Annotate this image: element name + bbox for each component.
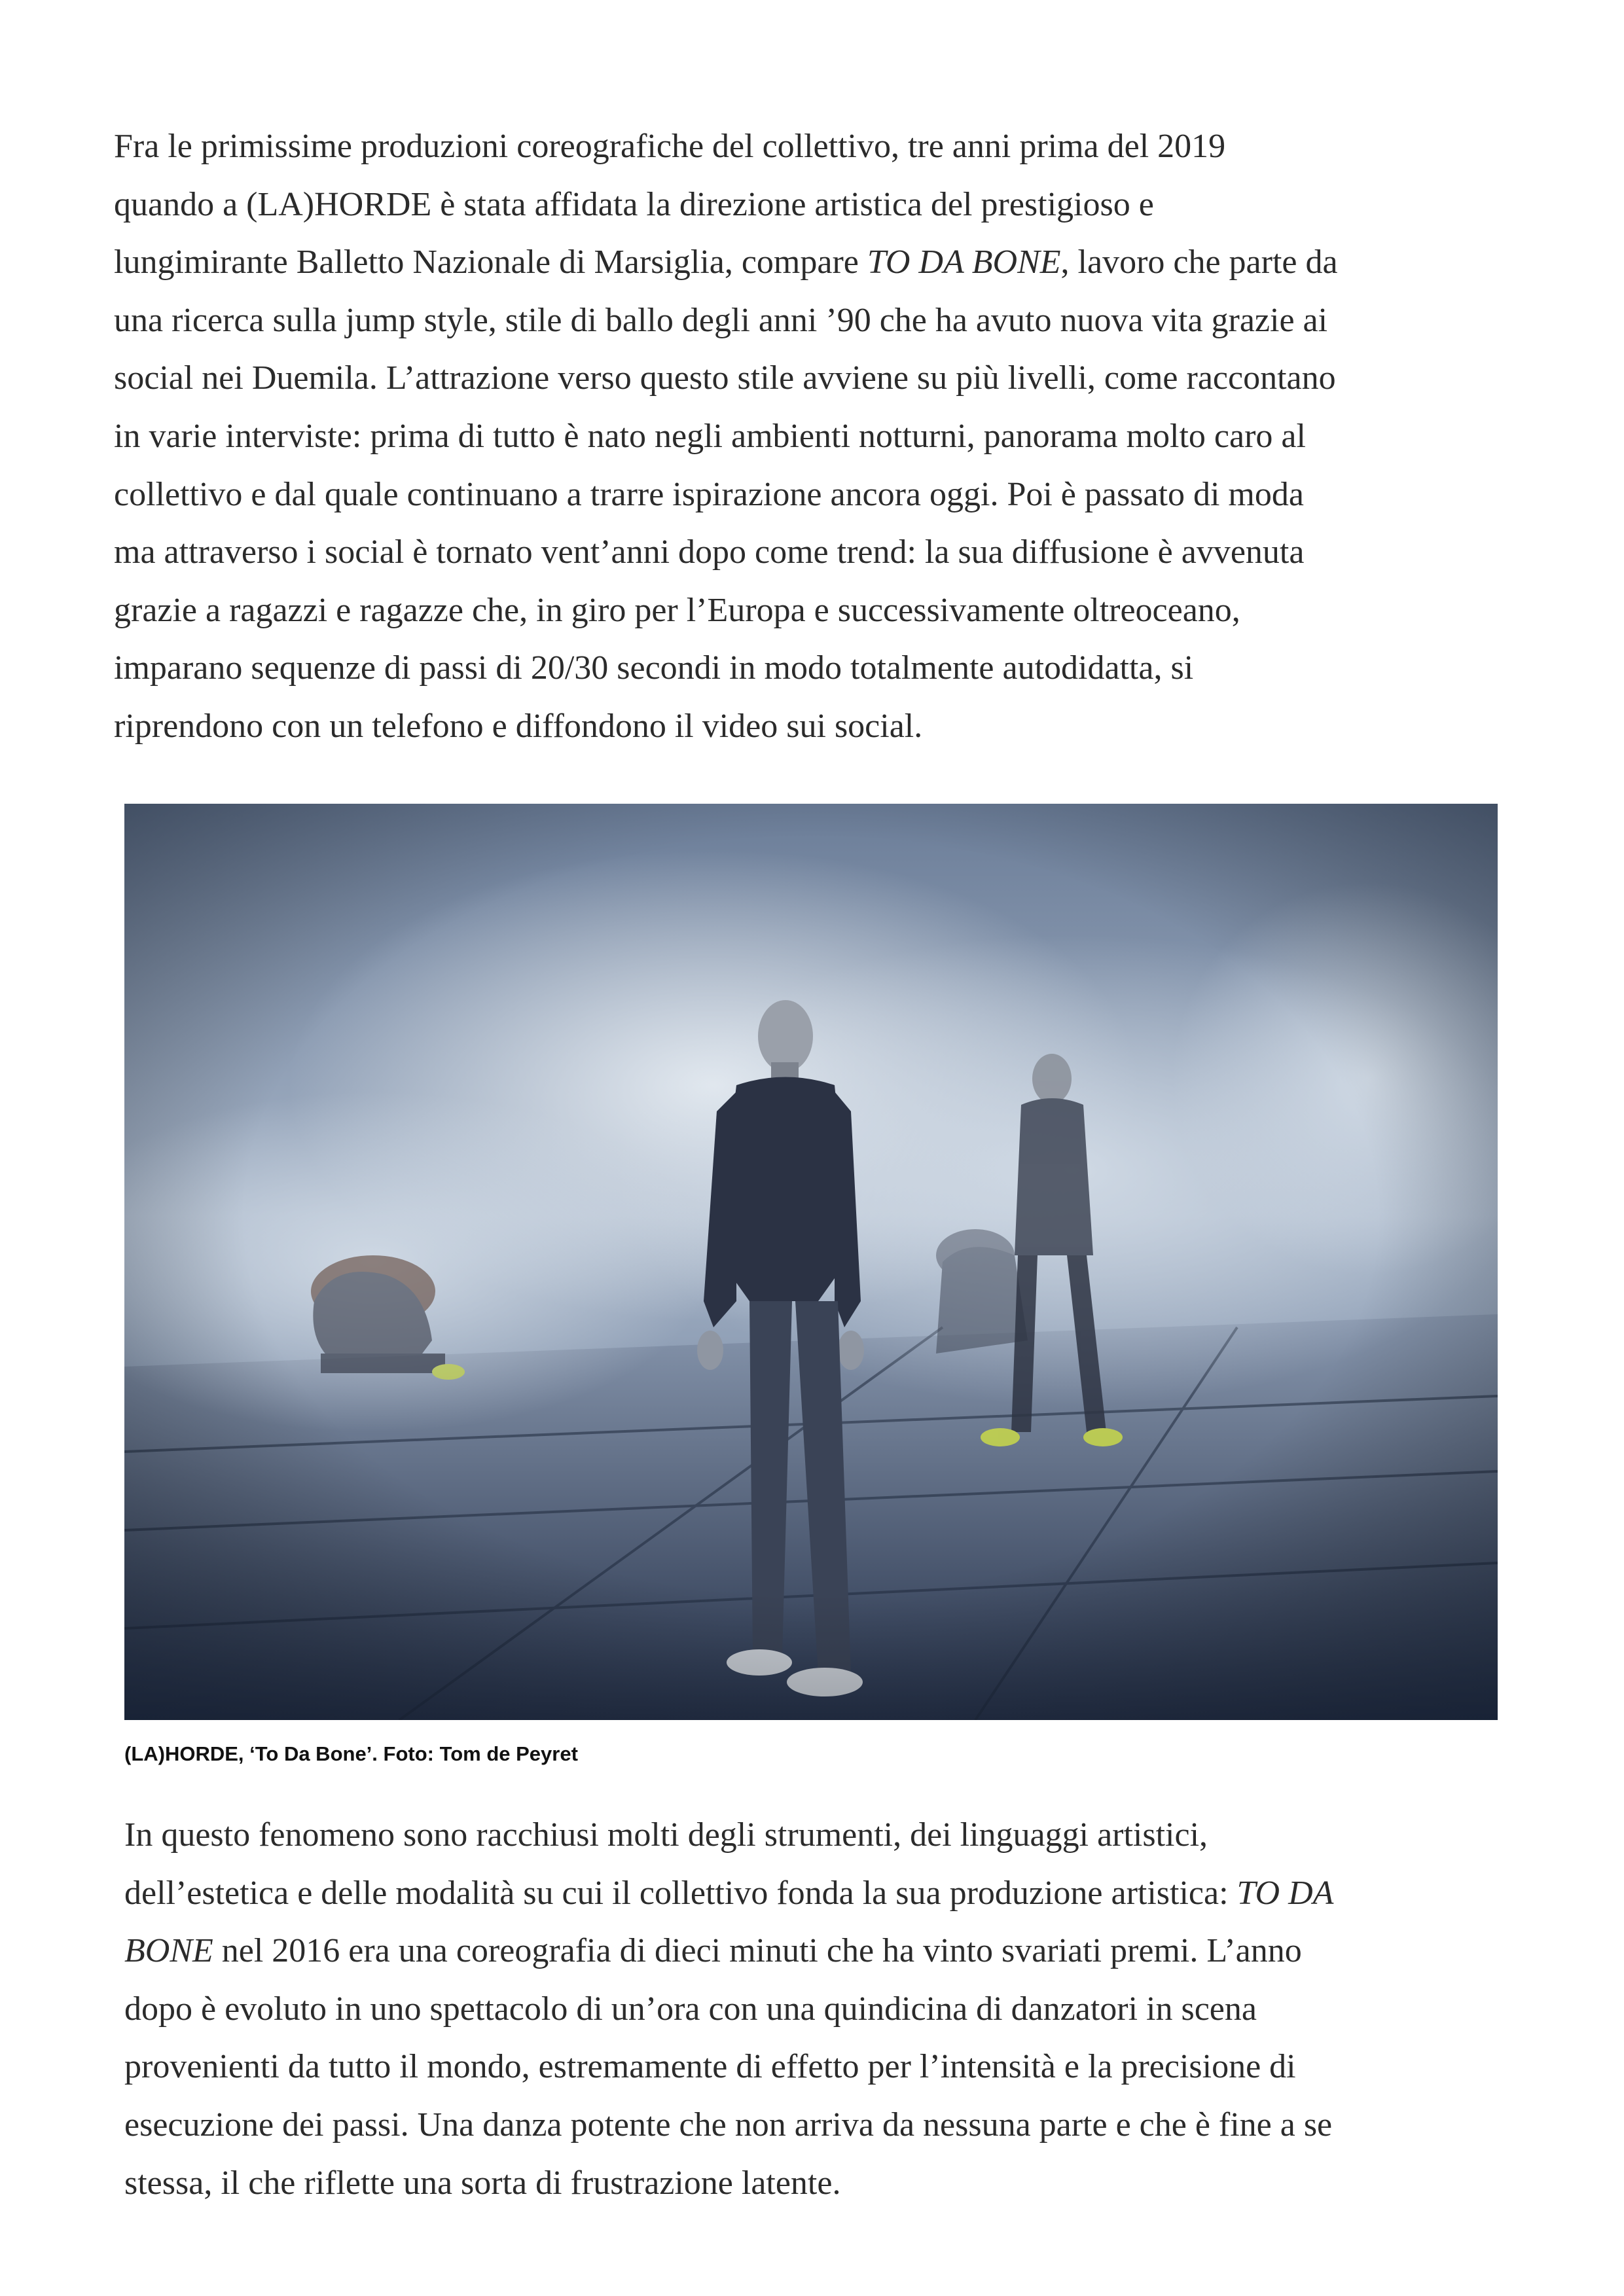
paragraph-line (114, 292, 1528, 350)
paragraph-line (114, 582, 1528, 640)
paragraph-text: una ricerca sulla jump style, stile di ballo degli anni ’90 che ha avuto nuova vita grazie ai (114, 301, 1328, 339)
paragraph-text: lungimirante Balletto Nazionale di Marsiglia, compare (114, 243, 867, 281)
paragraph-text: collettivo e dal quale continuano a trarre ispirazione ancora oggi. Poi è passato di moda (114, 475, 1304, 513)
paragraph-text: grazie a ragazzi e ragazze che, in giro per l’Europa e successivamente oltreoceano, (114, 591, 1240, 629)
paragraph-line (124, 1981, 1538, 2039)
paragraph-line (114, 466, 1528, 524)
paragraph-line (114, 176, 1528, 234)
paragraph-line (114, 408, 1528, 466)
paragraph-text: riprendono con un telefono e diffondono il video sui social. (114, 707, 923, 745)
paragraph-line (114, 698, 1528, 756)
italic-title-text: TO DA BONE (867, 243, 1061, 281)
italic-title-text: BONE (124, 1932, 213, 1970)
paragraph-text: nel 2016 era una coreografia di dieci minuti che ha vinto svariati premi. L’anno (213, 1932, 1302, 1970)
paragraph-text: quando a (LA)HORDE è stata affidata la direzione artistica del prestigioso e (114, 185, 1154, 223)
paragraph-text: In questo fenomeno sono racchiusi molti degli strumenti, dei linguaggi artistici, (124, 1816, 1208, 1854)
paragraph-line (124, 2096, 1538, 2155)
stage-photo-illustration (124, 804, 1498, 1720)
article-photo (124, 804, 1498, 1720)
paragraph-line (114, 350, 1528, 408)
paragraph-text: dell’estetica e delle modalità su cui il collettivo fonda la sua produzione artistica: (124, 1874, 1237, 1912)
paragraph-text: esecuzione dei passi. Una danza potente che non arriva da nessuna parte e che è fine a se (124, 2106, 1333, 2144)
paragraph-text: in varie interviste: prima di tutto è nato negli ambienti notturni, panorama molto caro al (114, 417, 1306, 455)
paragraph-line (124, 1865, 1538, 1923)
paragraph-line (114, 118, 1528, 176)
article-paragraph-2 (124, 1806, 1538, 2212)
paragraph-line (124, 2038, 1538, 2096)
italic-title-text: TO DA (1236, 1874, 1334, 1912)
paragraph-text: imparano sequenze di passi di 20/30 secondi in modo totalmente autodidatta, si (114, 649, 1194, 687)
paragraph-line (114, 524, 1528, 582)
paragraph-text: ma attraverso i social è tornato vent’anni dopo come trend: la sua diffusione è avvenuta (114, 533, 1305, 571)
paragraph-text: stessa, il che riflette una sorta di frustrazione latente. (124, 2164, 841, 2202)
paragraph-line (124, 1806, 1538, 1865)
paragraph-line (114, 639, 1528, 698)
paragraph-line (124, 2155, 1538, 2213)
paragraph-text: dopo è evoluto in uno spettacolo di un’ora con una quindicina di danzatori in scena (124, 1990, 1257, 2028)
article-paragraph-1 (114, 118, 1528, 756)
photo-caption: (LA)HORDE, ‘To Da Bone’. Foto: Tom de Peyret (124, 1742, 578, 1765)
paragraph-text: , lavoro che parte da (1060, 243, 1338, 281)
paragraph-text: Fra le primissime produzioni coreografiche del collettivo, tre anni prima del 2019 (114, 128, 1226, 165)
paragraph-line (114, 234, 1528, 292)
paragraph-text: provenienti da tutto il mondo, estremamente di effetto per l’intensità e la precisione di (124, 2048, 1296, 2086)
paragraph-line (124, 1922, 1538, 1981)
paragraph-text: social nei Duemila. L’attrazione verso questo stile avviene su più livelli, come raccontano (114, 359, 1336, 397)
